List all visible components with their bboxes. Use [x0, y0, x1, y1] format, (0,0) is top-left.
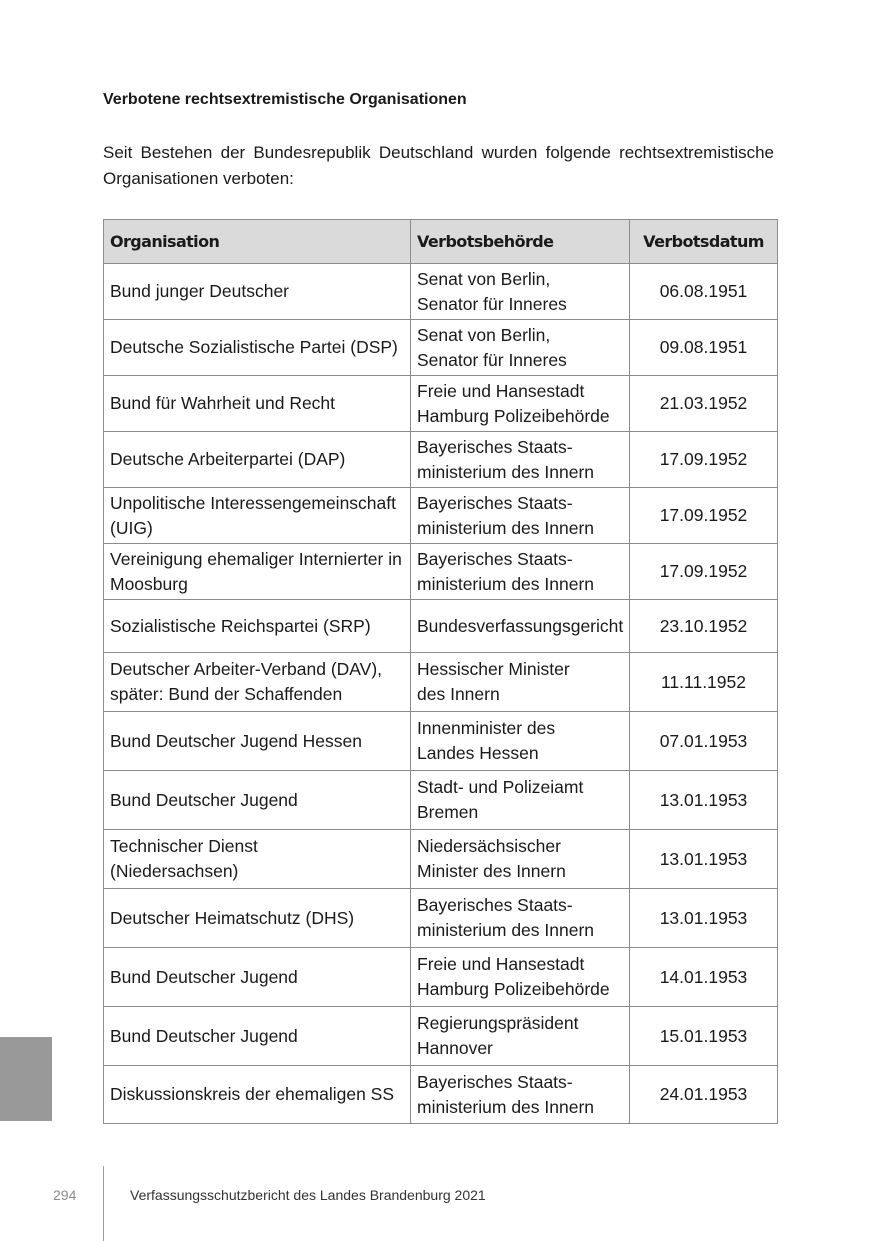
cell-organisation-line: Moosburg [110, 573, 188, 594]
cell-date: 13.01.1953 [630, 771, 778, 830]
cell-authority-line: Senat von Berlin, [417, 324, 551, 345]
cell-organisation-line: Unpolitische Interessengemeinschaft [110, 492, 396, 513]
banned-organizations-table [103, 219, 778, 1124]
cell-authority-line: Hannover [417, 1038, 493, 1058]
table-body [104, 264, 778, 1124]
cell-authority-line: ministerium des Innern [417, 1096, 595, 1117]
cell-authority-line: Freie und Hansestadt [417, 380, 585, 401]
cell-date: 09.08.1951 [630, 320, 778, 376]
cell-organisation [104, 771, 411, 830]
cell-authority-line: ministerium des Innern [417, 517, 595, 538]
table-header-row [104, 220, 778, 264]
cell-organisation-line: Diskussionskreis der ehemaligen SS [110, 1084, 395, 1104]
cell-authority-line: Stadt- und Polizeiamt [417, 777, 584, 797]
cell-authority-line: Landes Hessen [417, 743, 539, 763]
cell-authority-line: Minister des Innern [417, 861, 566, 881]
cell-authority-line: Bayerisches Staats- [417, 1071, 573, 1092]
cell-date: 17.09.1952 [630, 544, 778, 600]
cell-date: 13.01.1953 [630, 830, 778, 889]
cell-organisation-line: Technischer Dienst [110, 836, 258, 856]
cell-authority-line: Senator für Inneres [417, 293, 567, 314]
table-row [104, 600, 778, 653]
cell-organisation [104, 1007, 411, 1066]
chapter-tab-marker [0, 1037, 52, 1121]
cell-organisation-line: Bund für Wahrheit und Recht [110, 393, 336, 413]
cell-authority-line: des Innern [417, 684, 500, 704]
section-heading: Verbotene rechtsextremistische Organisationen [103, 91, 467, 108]
cell-authority-line: ministerium des Innern [417, 573, 595, 594]
cell-authority [411, 1066, 630, 1124]
cell-authority [411, 948, 630, 1007]
column-header-organisation: Organisation [104, 220, 411, 264]
table-row [104, 432, 778, 488]
cell-organisation [104, 432, 411, 488]
cell-organisation-line: Bund Deutscher Jugend [110, 1025, 298, 1046]
cell-authority [411, 889, 630, 948]
cell-organisation [104, 1066, 411, 1124]
cell-organisation [104, 544, 411, 600]
cell-organisation [104, 488, 411, 544]
cell-authority [411, 712, 630, 771]
cell-authority [411, 376, 630, 432]
cell-authority-line: Bremen [417, 802, 479, 822]
table-row [104, 830, 778, 889]
cell-organisation [104, 264, 411, 320]
cell-organisation-line: (UIG) [110, 517, 153, 538]
cell-date: 07.01.1953 [630, 712, 778, 771]
cell-date: 23.10.1952 [630, 600, 778, 653]
cell-organisation [104, 889, 411, 948]
cell-authority [411, 600, 630, 653]
cell-authority-line: Bayerisches Staats- [417, 548, 573, 569]
cell-authority [411, 830, 630, 889]
cell-authority-line: Freie und Hansestadt [417, 954, 585, 974]
table-row [104, 264, 778, 320]
cell-organisation-line: (Niedersachsen) [110, 861, 239, 881]
table-row [104, 488, 778, 544]
cell-organisation [104, 653, 411, 712]
cell-organisation-line: Deutsche Arbeiterpartei (DAP) [110, 449, 346, 469]
cell-authority [411, 1007, 630, 1066]
cell-organisation [104, 600, 411, 653]
cell-organisation [104, 320, 411, 376]
cell-organisation-line: Bund Deutscher Jugend Hessen [110, 730, 362, 751]
column-header-authority: Verbotsbehörde [411, 220, 630, 264]
cell-organisation [104, 376, 411, 432]
cell-authority-line: Bayerisches Staats- [417, 492, 573, 513]
cell-authority-line: Bundesverfassungsgericht [417, 615, 624, 636]
footer-divider [103, 1166, 104, 1241]
cell-authority-line: ministerium des Innern [417, 920, 595, 940]
cell-authority [411, 771, 630, 830]
cell-organisation [104, 712, 411, 771]
column-header-date: Verbotsdatum [630, 220, 778, 264]
cell-authority-line: Regierungspräsident [417, 1013, 579, 1033]
cell-authority [411, 264, 630, 320]
table-row [104, 712, 778, 771]
cell-organisation-line: Deutsche Sozialistische Partei (DSP) [110, 337, 398, 357]
cell-organisation [104, 830, 411, 889]
cell-authority [411, 320, 630, 376]
cell-date: 13.01.1953 [630, 889, 778, 948]
intro-paragraph: Seit Bestehen der Bundesrepublik Deutschland wurden folgende rechtsextremistische Organisationen verboten: [103, 143, 774, 188]
cell-authority-line: Bayerisches Staats- [417, 895, 573, 915]
table-row [104, 771, 778, 830]
page-number: 294 [53, 1187, 77, 1203]
cell-organisation [104, 948, 411, 1007]
table-row [104, 544, 778, 600]
table-row [104, 376, 778, 432]
cell-organisation-line: Deutscher Arbeiter-Verband (DAV), [110, 659, 383, 679]
cell-organisation-line: Bund junger Deutscher [110, 281, 289, 301]
cell-authority [411, 653, 630, 712]
cell-date: 15.01.1953 [630, 1007, 778, 1066]
cell-date: 06.08.1951 [630, 264, 778, 320]
table-row [104, 889, 778, 948]
cell-authority [411, 544, 630, 600]
cell-authority [411, 488, 630, 544]
cell-authority-line: ministerium des Innern [417, 461, 595, 482]
cell-date: 24.01.1953 [630, 1066, 778, 1124]
table-row [104, 653, 778, 712]
cell-authority-line: Innenminister des [417, 718, 556, 738]
cell-date: 14.01.1953 [630, 948, 778, 1007]
cell-authority-line: Senat von Berlin, [417, 268, 551, 289]
report-title: Verfassungsschutzbericht des Landes Brandenburg 2021 [130, 1187, 486, 1203]
cell-organisation-line: Deutscher Heimatschutz (DHS) [110, 907, 355, 928]
cell-organisation-line: Bund Deutscher Jugend [110, 789, 298, 810]
cell-organisation-line: Bund Deutscher Jugend [110, 966, 298, 987]
cell-organisation-line: später: Bund der Schaffenden [110, 684, 343, 704]
cell-date: 11.11.1952 [630, 653, 778, 712]
cell-date: 21.03.1952 [630, 376, 778, 432]
cell-authority-line: Hamburg Polizeibehörde [417, 979, 610, 999]
cell-organisation-line: Sozialistische Reichspartei (SRP) [110, 615, 371, 636]
table-row [104, 320, 778, 376]
cell-authority [411, 432, 630, 488]
table-row [104, 948, 778, 1007]
cell-organisation-line: Vereinigung ehemaliger Internierter in [110, 548, 402, 569]
cell-date: 17.09.1952 [630, 488, 778, 544]
cell-authority-line: Hamburg Polizeibehörde [417, 405, 610, 426]
cell-authority-line: Niedersächsischer [417, 836, 561, 856]
cell-date: 17.09.1952 [630, 432, 778, 488]
cell-authority-line: Bayerisches Staats- [417, 436, 573, 457]
cell-authority-line: Hessischer Minister [417, 659, 570, 679]
cell-authority-line: Senator für Inneres [417, 349, 567, 370]
table-row [104, 1066, 778, 1124]
table-row [104, 1007, 778, 1066]
